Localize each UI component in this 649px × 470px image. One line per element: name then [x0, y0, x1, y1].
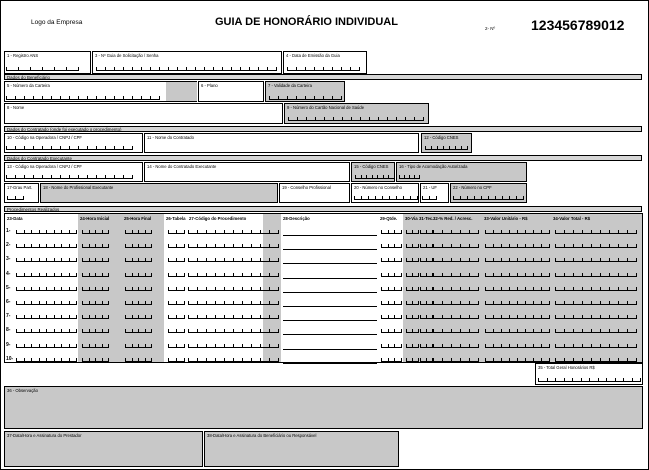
input-tick-cell [627, 315, 637, 319]
input-tick-cell [69, 344, 78, 348]
input-tick-cell [176, 315, 185, 319]
input-tick-cell [102, 301, 110, 305]
field-codigo-operadora-executante[interactable] [4, 162, 143, 182]
procedure-row-number: 6- [6, 299, 11, 305]
input-tick-cell [394, 230, 402, 234]
input-underline [283, 306, 377, 307]
input-tick-cell [426, 230, 433, 234]
input-tick-cell [426, 301, 433, 305]
input-underline [283, 320, 377, 321]
field-label: 3 - Nº Guia de Solicitação / Senha [95, 53, 159, 58]
input-tick-cell [176, 358, 185, 362]
input-tick-cell [267, 67, 277, 71]
header-red-acresc: 32-% Red. / Acresc. [433, 216, 473, 221]
input-tick-cell [412, 287, 419, 291]
input-tick-cell [469, 273, 479, 277]
input-tick-cell [102, 358, 110, 362]
input-tick-cell [269, 273, 279, 277]
input-tick-cell [145, 287, 153, 291]
header-tabela: 26-Tabela [166, 216, 186, 221]
field-label: 7 - Validade da Carteira [268, 83, 312, 88]
procedure-row-number: 2- [6, 242, 11, 249]
field-nome[interactable] [4, 103, 283, 124]
input-tick-cell [412, 273, 419, 277]
field-label: 21 - UF [423, 185, 437, 190]
input-tick-cell [394, 258, 402, 262]
input-tick-cell [145, 244, 153, 248]
input-tick-cell [541, 315, 550, 319]
input-tick-cell [627, 230, 637, 234]
field-label: 9 - Número do Cartão Nacional de Saúde [287, 105, 365, 110]
input-tick-cell [412, 329, 419, 333]
input-tick-cell [394, 301, 402, 305]
field-observacao[interactable] [4, 386, 643, 429]
input-tick-cell [176, 273, 185, 277]
input-tick-cell [176, 258, 185, 262]
header-descricao: 28-Descrição [283, 216, 310, 221]
field-uf[interactable] [420, 183, 449, 203]
input-tick-cell [426, 344, 433, 348]
field-assinatura-prestador[interactable] [4, 431, 203, 467]
input-tick-cell [145, 315, 153, 319]
field-label: 13 - Código na Operadora / CNPJ / CPF [7, 164, 82, 169]
input-tick-cell [145, 358, 153, 362]
field-codigo-cnes[interactable] [421, 133, 472, 153]
input-tick-cell [412, 344, 419, 348]
procedure-row-number: 9- [6, 341, 11, 348]
input-tick-cell [69, 244, 78, 248]
input-tick-cell [176, 230, 185, 234]
input-tick-cell [176, 287, 185, 291]
input-tick-cell [102, 244, 110, 248]
field-numero-cpf[interactable] [450, 183, 527, 203]
input-tick-cell [394, 315, 402, 319]
header-data: 23-Data [7, 216, 23, 221]
input-tick-cell [176, 344, 185, 348]
input-tick-cell [69, 273, 78, 277]
input-tick-cell [69, 301, 78, 305]
company-logo-text: Logo da Empresa [31, 19, 83, 26]
input-tick-cell [269, 301, 279, 305]
input-tick-cell [627, 244, 637, 248]
input-tick-cell [102, 273, 110, 277]
header-tec: 31-Tec. [419, 216, 434, 221]
field-label: 22 - Número no CPF [453, 185, 492, 190]
field-label: 1 - Registro ANS [7, 53, 39, 58]
field-label: 15 - Código CNES [354, 164, 389, 169]
input-underline [283, 349, 377, 350]
input-tick-cell [176, 329, 185, 333]
field-plano[interactable] [198, 81, 264, 102]
input-tick-cell [269, 344, 279, 348]
input-tick-cell [426, 244, 433, 248]
input-tick-cell [102, 344, 110, 348]
input-tick-cell [426, 315, 433, 319]
input-tick-cell [469, 244, 479, 248]
input-tick-cell [541, 230, 550, 234]
input-tick-cell [145, 273, 153, 277]
input-tick-cell [426, 287, 433, 291]
field-grau-participacao[interactable] [4, 183, 39, 203]
header-hora-inicial: 24-Hora Inicial [80, 216, 110, 221]
input-tick-cell [469, 344, 479, 348]
input-tick-cell [269, 287, 279, 291]
input-tick-cell [102, 315, 110, 319]
input-tick-cell [429, 196, 437, 200]
field-cnes-executante[interactable] [351, 162, 395, 182]
input-tick-cell [388, 175, 395, 179]
input-tick-cell [541, 244, 550, 248]
header-hora-final: 25-Hora Final [124, 216, 152, 221]
input-tick-cell [541, 329, 550, 333]
header-qtde: 29-Qtde. [380, 216, 398, 221]
input-tick-cell [541, 258, 550, 262]
input-tick-cell [461, 146, 468, 150]
input-tick-cell [627, 301, 637, 305]
field-label: 35 - Total Geral Honorários R$ [538, 365, 595, 370]
procedure-row-number: 7- [6, 313, 11, 320]
input-tick-cell [414, 175, 420, 179]
input-tick-cell [627, 358, 637, 362]
input-tick-cell [627, 273, 637, 277]
input-tick-cell [69, 315, 78, 319]
procedure-row-number: 5- [6, 284, 11, 291]
input-tick-cell [69, 258, 78, 262]
input-tick-cell [69, 358, 78, 362]
header-valor-total: 34-Valor Total - R$ [553, 216, 591, 221]
input-tick-cell [332, 96, 342, 100]
input-tick-cell [269, 329, 279, 333]
field-nome-profissional[interactable] [40, 183, 278, 203]
field-assinatura-beneficiario[interactable] [204, 431, 399, 467]
input-tick-cell [269, 358, 279, 362]
input-tick-cell [150, 96, 160, 100]
input-tick-cell [123, 175, 133, 179]
input-underline [283, 292, 377, 293]
input-tick-cell [102, 287, 110, 291]
header-valor-unitario: 33-Valor Unitário - R$ [484, 216, 528, 221]
input-tick-cell [541, 358, 550, 362]
field-tipo-acomodacao[interactable] [396, 162, 527, 182]
input-tick-cell [410, 196, 418, 200]
field-label: 18 - Nome do Profissional Executante [43, 185, 114, 190]
input-underline [283, 363, 377, 364]
field-label: 36 - Observação [7, 388, 38, 393]
input-tick-cell [426, 358, 433, 362]
input-tick-cell [66, 67, 79, 71]
field-nome-contratado[interactable] [144, 133, 419, 153]
input-tick-cell [145, 301, 153, 305]
input-tick-cell [426, 258, 433, 262]
header-via: 30-Via [405, 216, 418, 221]
input-tick-cell [627, 258, 637, 262]
input-underline [283, 263, 377, 264]
input-tick-cell [627, 287, 637, 291]
field-label: 11 - Nome do Contratado [147, 135, 194, 140]
input-tick-cell [394, 329, 402, 333]
header-codigo-procedimento: 27-Código do Procedimento [189, 216, 247, 221]
input-tick-cell [145, 230, 153, 234]
procedure-row-number: 4- [6, 270, 11, 277]
input-tick-cell [102, 230, 110, 234]
field-label: 14 - Nome do Contratado Executante [147, 164, 217, 169]
input-tick-cell [412, 258, 419, 262]
input-tick-cell [412, 315, 419, 319]
input-tick-cell [269, 230, 279, 234]
input-tick-cell [469, 329, 479, 333]
field-label: 19 - Conselho Profissional [282, 185, 331, 190]
field-label: 6 - Plano [201, 83, 218, 88]
field-label: 10 - Código na Operadora / CNPJ / CPF [7, 135, 82, 140]
input-tick-cell [412, 244, 419, 248]
input-tick-cell [469, 258, 479, 262]
field-label: 37-Data/Hora e Assinatura do Prestador [7, 433, 82, 438]
input-tick-cell [269, 315, 279, 319]
input-tick-cell [102, 258, 110, 262]
input-tick-cell [350, 67, 360, 71]
procedure-row-number: 3- [6, 256, 11, 263]
input-tick-cell [269, 244, 279, 248]
section-procedimentos: Procedimentos Realizados [4, 206, 642, 212]
input-underline [283, 278, 377, 279]
input-tick-cell [145, 258, 153, 262]
input-tick-cell [69, 230, 78, 234]
input-tick-cell [123, 146, 133, 150]
input-tick-cell [394, 244, 402, 248]
input-tick-cell [176, 301, 185, 305]
procedures-table [4, 213, 643, 363]
input-tick-cell [412, 301, 419, 305]
section-beneficiario: Dados do Beneficiário [4, 74, 642, 80]
input-tick-cell [516, 196, 524, 200]
input-tick-cell [541, 273, 550, 277]
input-tick-cell [426, 273, 433, 277]
input-tick-cell [627, 329, 637, 333]
input-tick-cell [632, 378, 642, 382]
form-title: GUIA DE HONORÁRIO INDIVIDUAL [215, 16, 398, 28]
input-tick-cell [394, 344, 402, 348]
input-tick-cell [627, 344, 637, 348]
field-label: 17-Grau Part. [7, 185, 33, 190]
field-label: 12 - Código CNES [424, 135, 459, 140]
input-tick-cell [469, 301, 479, 305]
field-label: 16 - Tipo de Acomodação Autorizada [399, 164, 468, 169]
input-tick-cell [469, 230, 479, 234]
input-tick-cell [469, 358, 479, 362]
procedure-row-number: 8- [6, 327, 11, 334]
input-tick-cell [269, 258, 279, 262]
input-tick-cell [541, 287, 550, 291]
guide-number-label: 2- Nº [485, 26, 496, 31]
input-underline [283, 249, 377, 250]
field-label: 8 - Nome [7, 105, 25, 110]
input-tick-cell [469, 315, 479, 319]
input-underline [283, 235, 377, 236]
input-tick-cell [412, 230, 419, 234]
input-tick-cell [69, 329, 78, 333]
field-label: 20 - Número no Conselho [354, 185, 402, 190]
field-numero-conselho[interactable] [351, 183, 419, 203]
input-tick-cell [469, 287, 479, 291]
input-underline [283, 334, 377, 335]
field-label: 38-Data/Hora e Assinatura do Beneficiário ou Responsável [207, 433, 317, 438]
field-label: 4 - Data de Emissão da Guia [286, 53, 340, 58]
input-tick-cell [394, 273, 402, 277]
input-tick-cell [412, 358, 419, 362]
procedure-row-number: 1- [6, 228, 11, 234]
input-tick-cell [69, 287, 78, 291]
field-codigo-operadora[interactable] [4, 133, 143, 153]
input-tick-cell [394, 287, 402, 291]
input-tick-cell [145, 344, 153, 348]
gray-cell [166, 82, 197, 101]
procedure-row-number: 10- [6, 355, 14, 362]
guide-number: 123456789012 [531, 17, 625, 33]
field-nome-executante[interactable] [144, 162, 350, 182]
input-tick-cell [414, 117, 424, 121]
input-tick-cell [145, 329, 153, 333]
input-tick-cell [541, 301, 550, 305]
section-executante: Dados do Contratado Executante [4, 155, 642, 161]
section-contratado: Dados do Contratado (onde foi executado o procedimento) [4, 126, 642, 132]
input-tick-cell [102, 329, 110, 333]
input-tick-cell [541, 344, 550, 348]
input-tick-cell [394, 358, 402, 362]
input-tick-cell [176, 244, 185, 248]
field-label: 5 - Número da Carteira [7, 83, 50, 88]
input-tick-cell [15, 196, 24, 200]
input-tick-cell [426, 329, 433, 333]
field-conselho-profissional[interactable] [279, 183, 350, 203]
